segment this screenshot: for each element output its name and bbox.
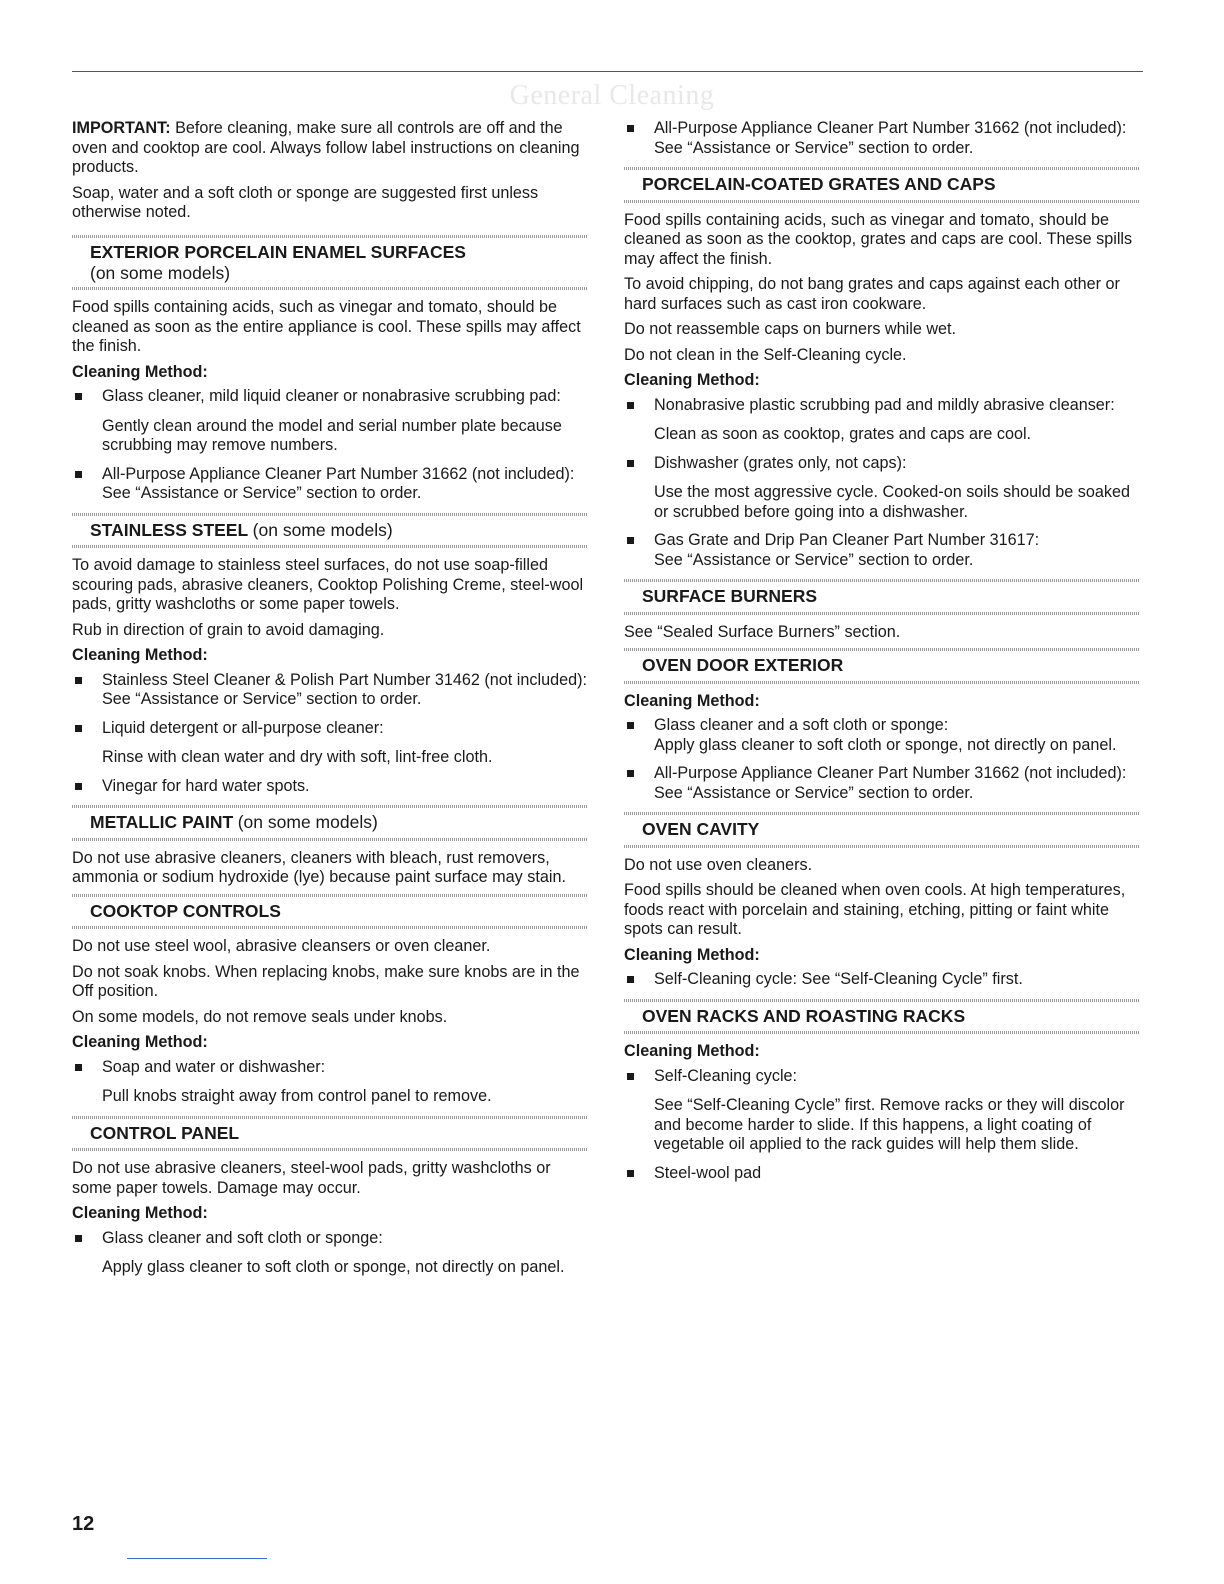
right-column: [624, 119, 1140, 1192]
list-item: Glass cleaner and a soft cloth or sponge: Apply glass cleaner to soft cloth or sponge, not directly on panel.: [624, 716, 1140, 755]
list-item: Stainless Steel Cleaner & Polish Part Number 31462 (not included): See “Assistance or Service” section to order.: [72, 671, 588, 710]
section-subtitle: (on some models): [90, 263, 231, 283]
important-note: [72, 119, 588, 178]
section-title: OVEN RACKS AND ROASTING RACKS: [642, 1005, 966, 1026]
section-header: [624, 815, 1140, 845]
list-item: Liquid detergent or all-purpose cleaner: Rinse with clean water and dry with soft, lint-free cloth.: [72, 719, 588, 768]
section-paragraph: Do not clean in the Self-Cleaning cycle.: [624, 345, 907, 364]
important-text: Before cleaning, make sure all controls are off and the oven and cooktop are cool. Always follow label instructions on cleaning products.: [72, 119, 580, 176]
cleaning-method-label: Cleaning Method:: [624, 1042, 760, 1060]
list-item: All-Purpose Appliance Cleaner Part Number 31662 (not included): See “Assistance or Service” section to order.: [624, 119, 1140, 158]
section-paragraph: Do not use steel wool, abrasive cleansers or oven cleaner.: [72, 937, 491, 955]
section-paragraph: Do not use abrasive cleaners, steel-wool pads, gritty washcloths or some paper towels. Damage may occur.: [72, 1159, 551, 1197]
section-exterior-porcelain: [72, 235, 588, 504]
section-stainless-steel: [72, 513, 588, 797]
section-metallic-paint: [72, 805, 588, 888]
cleaning-method-label: Cleaning Method:: [72, 1033, 208, 1051]
top-rule: [72, 71, 1143, 72]
section-cooktop-controls: [72, 894, 588, 1107]
section-header: [72, 238, 588, 288]
section-paragraph: Rub in direction of grain to avoid damaging.: [72, 620, 385, 639]
list-item: All-Purpose Appliance Cleaner Part Number 31662 (not included): See “Assistance or Service” section to order.: [624, 764, 1140, 803]
list-item: Nonabrasive plastic scrubbing pad and mildly abrasive cleanser: Clean as soon as cooktop, grates and caps are cool.: [624, 396, 1140, 445]
section-title: EXTERIOR PORCELAIN ENAMEL SURFACES: [90, 241, 466, 262]
section-surface-burners: [624, 579, 1140, 642]
section-paragraph: Food spills should be cleaned when oven cools. At high temperatures, foods react with porcelain and staining, etching, pitting or faint white spots can result.: [624, 881, 1126, 938]
cleaning-method-label: Cleaning Method:: [72, 1204, 208, 1222]
section-paragraph: Food spills containing acids, such as vinegar and tomato, should be cleaned as soon as the cooktop, grates and caps are cool. These spills may affect the finish.: [624, 210, 1133, 268]
section-header: [624, 1002, 1140, 1032]
list-item: Dishwasher (grates only, not caps): Use the most aggressive cycle. Cooked-on soils should be soaked or scrubbed before going into a dishwasher.: [624, 454, 1140, 523]
list-item: Glass cleaner and soft cloth or sponge: Apply glass cleaner to soft cloth or sponge, not directly on panel.: [72, 1229, 588, 1278]
section-header: [624, 582, 1140, 612]
section-subtitle: (on some models): [252, 519, 393, 540]
section-paragraph: On some models, do not remove seals under knobs.: [72, 1007, 448, 1026]
list-item: Gas Grate and Drip Pan Cleaner Part Number 31617: See “Assistance or Service” section to order.: [624, 531, 1140, 570]
section-paragraph: Food spills containing acids, such as vinegar and tomato, should be cleaned as soon as the entire appliance is cool. These spills may affect the finish.: [72, 298, 581, 355]
cleaning-method-label: Cleaning Method:: [624, 691, 760, 710]
section-control-panel: [72, 1116, 588, 1278]
section-header: [72, 897, 588, 927]
section-paragraph: Do not soak knobs. When replacing knobs, make sure knobs are in the Off position.: [72, 962, 580, 1000]
list-item: Self-Cleaning cycle: See “Self-Cleaning Cycle” first.: [624, 970, 1140, 990]
list-item: Glass cleaner, mild liquid cleaner or nonabrasive scrubbing pad: Gently clean around the model and serial number plate because scrubbing may remove numbers.: [72, 387, 588, 456]
section-header: [72, 1119, 588, 1149]
section-paragraph: See “Sealed Surface Burners” section.: [624, 622, 901, 641]
section-header: [624, 651, 1140, 681]
list-item: Soap and water or dishwasher: Pull knobs straight away from control panel to remove.: [72, 1058, 588, 1107]
section-title: SURFACE BURNERS: [642, 586, 818, 606]
section-paragraph: To avoid chipping, do not bang grates and caps against each other or hard surfaces such as cast iron cookware.: [624, 275, 1120, 313]
section-title: PORCELAIN-COATED GRATES AND CAPS: [642, 174, 996, 194]
section-header: [72, 516, 588, 546]
list-item: Vinegar for hard water spots.: [72, 777, 588, 797]
section-subtitle: (on some models): [237, 812, 378, 832]
section-paragraph: Do not reassemble caps on burners while wet.: [624, 320, 957, 338]
list-item: All-Purpose Appliance Cleaner Part Number 31662 (not included): See “Assistance or Service” section to order.: [72, 465, 588, 504]
section-oven-cavity: [624, 812, 1140, 990]
cleaning-method-label: Cleaning Method:: [72, 646, 208, 664]
section-title: OVEN CAVITY: [642, 819, 760, 839]
list-item: Self-Cleaning cycle: See “Self-Cleaning Cycle” first. Remove racks or they will discolor and become harder to slide. If this happens, a light coating of vegetable oil applied to the rack guides will help them slide.: [624, 1067, 1140, 1155]
section-title: COOKTOP CONTROLS: [90, 900, 281, 921]
section-title: STAINLESS STEEL: [90, 519, 249, 540]
list-item: Steel-wool pad: [624, 1164, 1140, 1184]
section-paragraph: Do not use abrasive cleaners, cleaners with bleach, rust removers, ammonia or sodium hydroxide (lye) because paint surface may stain.: [72, 848, 566, 886]
bottom-link-line: [127, 1558, 267, 1559]
section-paragraph: Do not use oven cleaners.: [624, 855, 813, 874]
section-oven-racks: [624, 999, 1140, 1184]
section-paragraph: To avoid damage to stainless steel surfaces, do not use soap-filled scouring pads, abrasive cleaners, Cooktop Polishing Creme, steel-wool pads, gritty washcloths or some paper towels.: [72, 556, 584, 613]
section-title: CONTROL PANEL: [90, 1122, 240, 1143]
section-oven-door-exterior: [624, 648, 1140, 803]
cleaning-method-label: Cleaning Method:: [624, 945, 760, 964]
section-title: OVEN DOOR EXTERIOR: [642, 655, 844, 675]
soap-note: Soap, water and a soft cloth or sponge are suggested first unless otherwise noted.: [72, 183, 539, 221]
important-label: IMPORTANT:: [72, 119, 171, 137]
section-header: [624, 170, 1140, 200]
section-porcelain-grates: [624, 167, 1140, 570]
page-number: 12: [72, 1513, 95, 1535]
cleaning-method-label: Cleaning Method:: [72, 362, 208, 381]
page-title: General Cleaning: [509, 80, 715, 111]
left-column: [72, 119, 588, 1287]
section-title: METALLIC PAINT: [90, 812, 234, 832]
cleaning-method-label: Cleaning Method:: [624, 371, 760, 389]
section-header: [72, 808, 588, 838]
